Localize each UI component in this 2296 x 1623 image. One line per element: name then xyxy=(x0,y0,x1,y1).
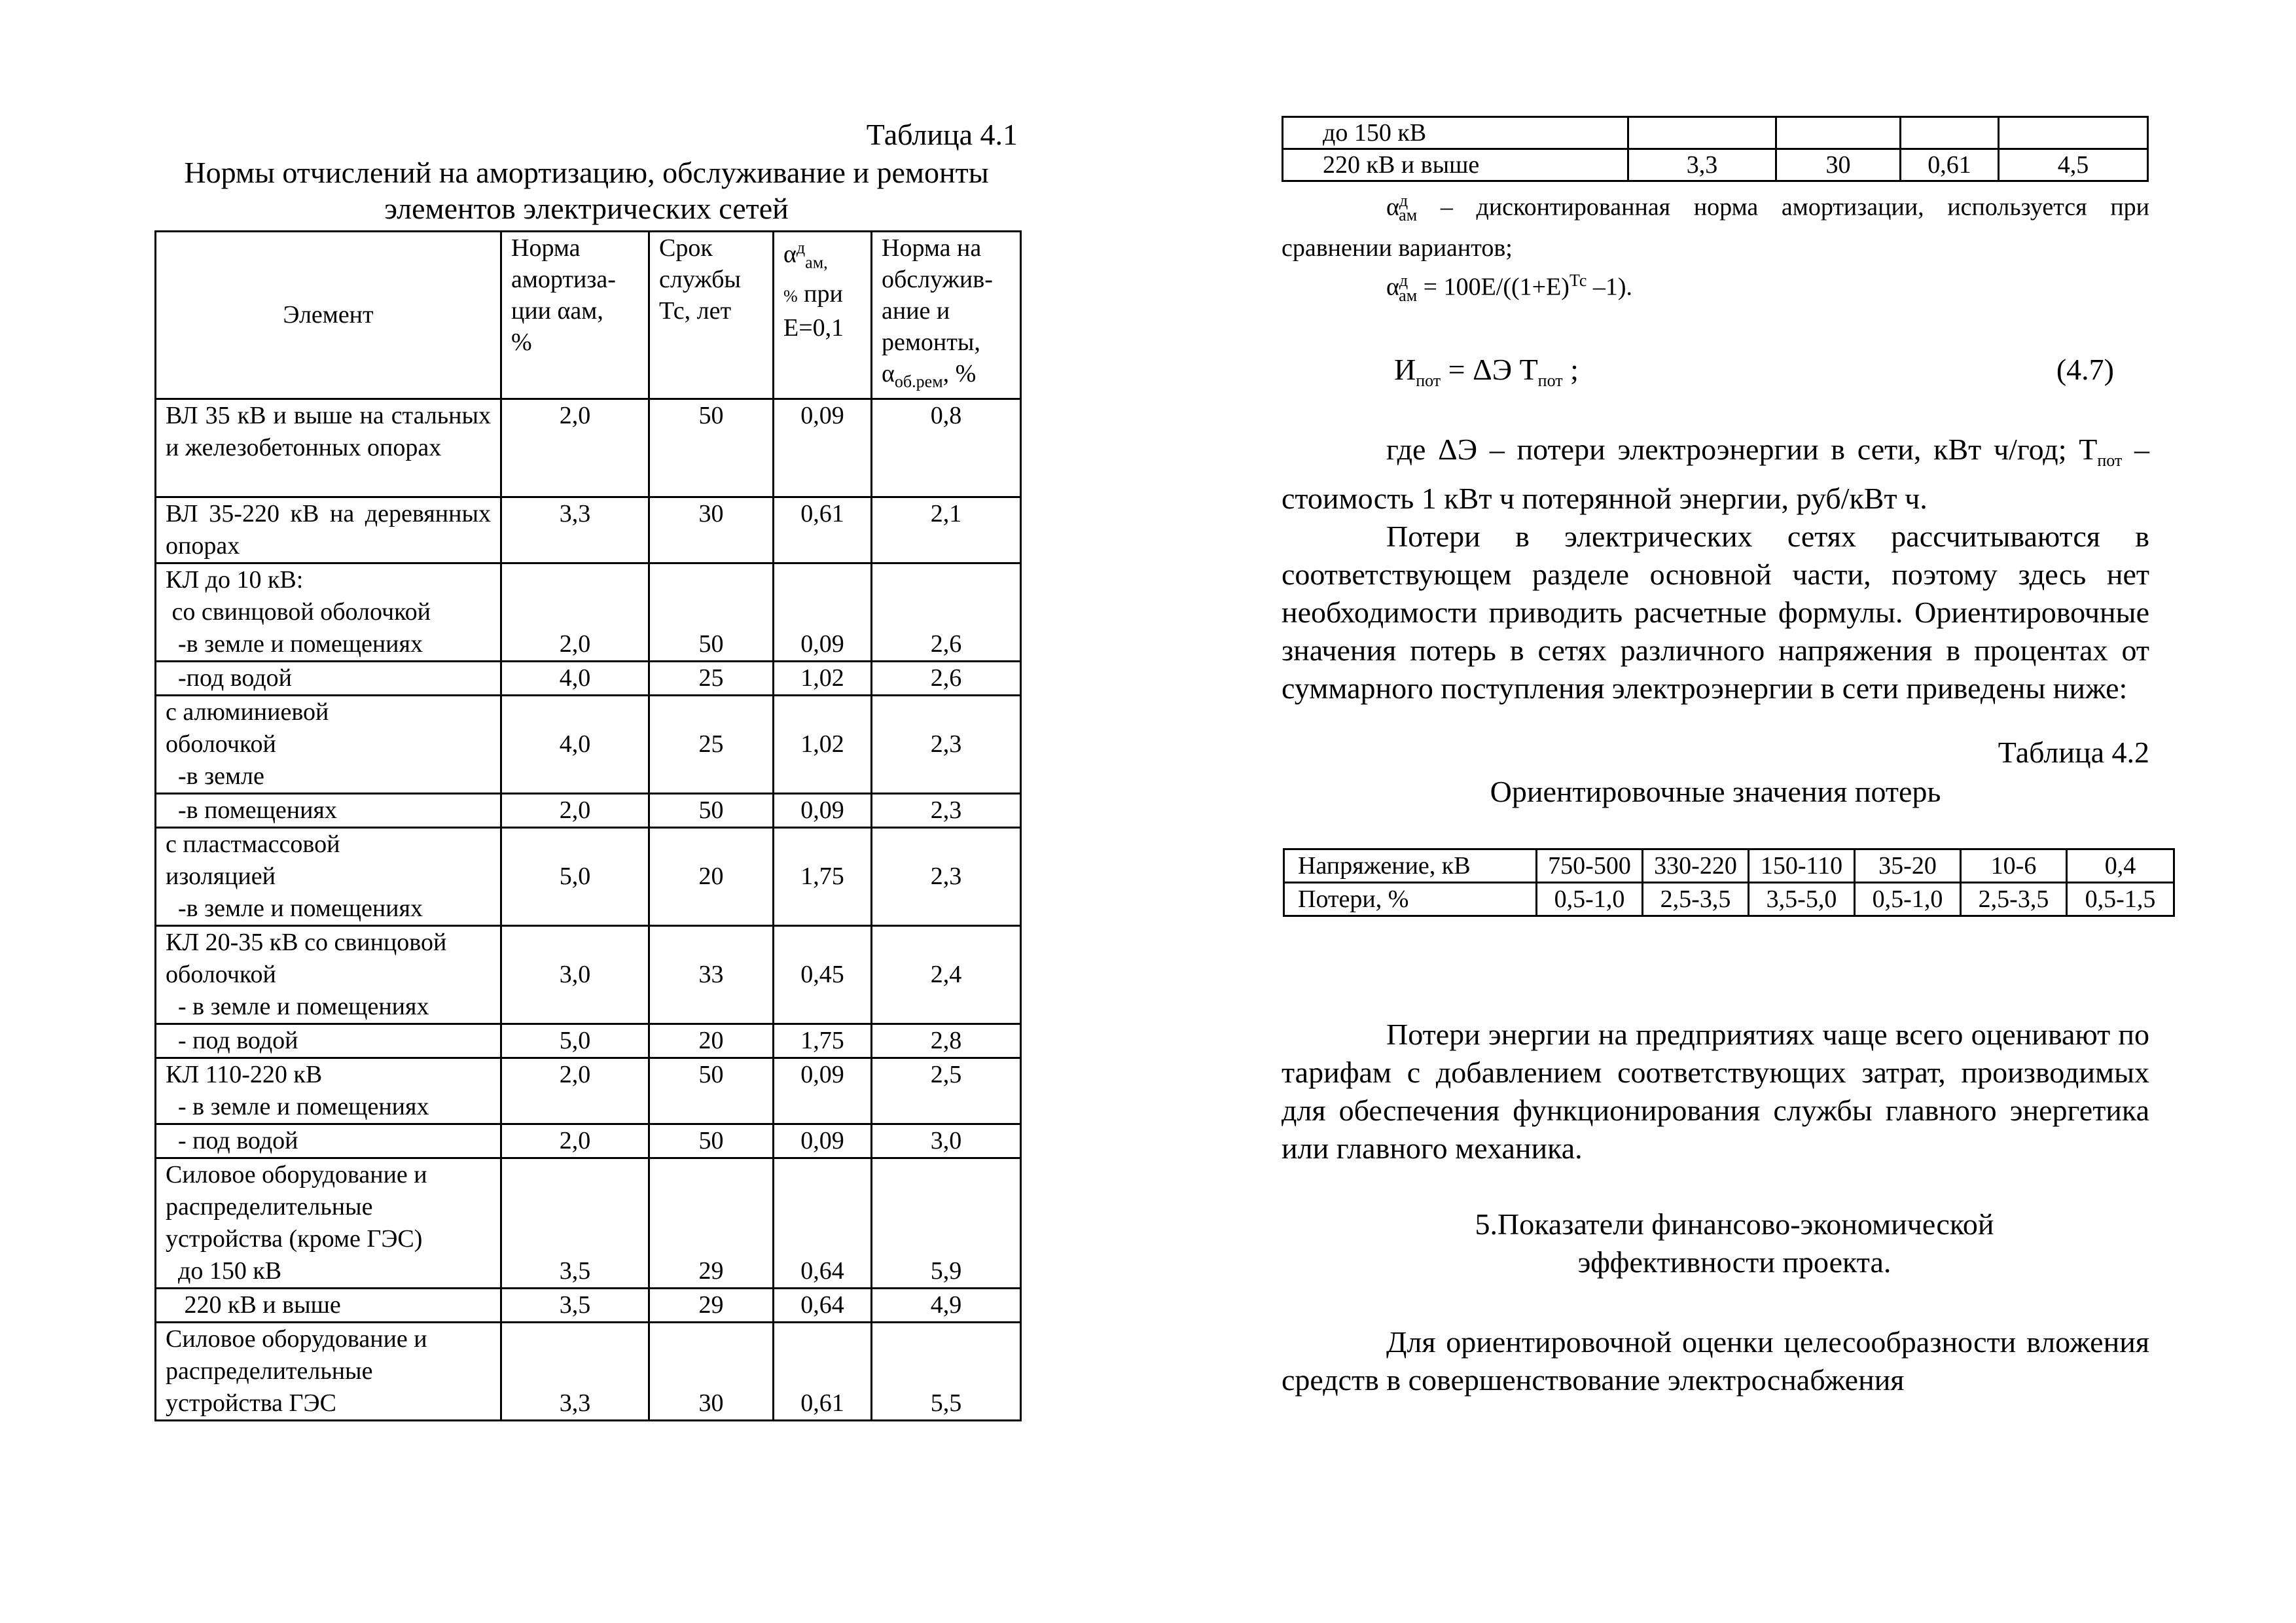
row-label: Силовое оборудование и распределительные устройства (кроме ГЭС) до 150 кВ xyxy=(156,1158,501,1288)
row-norm: 3,3 xyxy=(501,1322,649,1420)
row-life: 30 xyxy=(649,1322,774,1420)
table-4-1-continuation xyxy=(1282,116,2149,182)
table-4-2-title: Ориентировочные значения потерь xyxy=(1490,775,1941,808)
losses-cell: 0,5-1,0 xyxy=(1855,883,1961,916)
row-life: 50 xyxy=(649,399,774,497)
row-service: 2,6 xyxy=(872,661,1021,695)
row-disc: 0,61 xyxy=(1901,149,1999,181)
row-disc: 1,02 xyxy=(774,661,872,695)
row-disc: 1,75 xyxy=(774,1024,872,1058)
row-label: до 150 кВ xyxy=(1283,117,1628,149)
equation-4-7: $И_{пот} = \Delta Э$ $Т_{пот}$ ; (4.7) xyxy=(1394,353,2114,391)
discount-norm-note: $\alpha^д_{ам}$ – дисконтированная норма амортизации, используется при сравнении вариантов; $\alpha^д_{ам} = 100Е/((1+Е)^{Тс}$ –1). xyxy=(1282,191,2149,305)
row-label: с алюминиевой оболочкой -в земле xyxy=(156,695,501,793)
table-row xyxy=(156,827,1021,925)
row-norm: 4,0 xyxy=(501,695,649,793)
row-disc: 0,64 xyxy=(774,1288,872,1322)
table-row xyxy=(156,399,1021,497)
row-life: 25 xyxy=(649,661,774,695)
row-life: 50 xyxy=(649,793,774,827)
row-norm: 3,0 xyxy=(501,925,649,1024)
row-life: 29 xyxy=(649,1288,774,1322)
row-life: 20 xyxy=(649,1024,774,1058)
row-service: 2,4 xyxy=(872,925,1021,1024)
voltage-cell: 150-110 xyxy=(1749,849,1855,883)
table-row xyxy=(156,1058,1021,1124)
row-norm: 3,3 xyxy=(1628,149,1776,181)
row-label: КЛ до 10 кВ: со свинцовой оболочкой -в земле и помещениях xyxy=(156,563,501,661)
row-label: - под водой xyxy=(156,1124,501,1158)
row-service: 2,5 xyxy=(872,1058,1021,1124)
row-service: 2,3 xyxy=(872,827,1021,925)
voltage-cell: 330-220 xyxy=(1643,849,1749,883)
header-element: Элемент xyxy=(156,232,501,399)
row-disc: 0,09 xyxy=(774,399,872,497)
row-norm: 2,0 xyxy=(501,793,649,827)
table-4-1-caption: Таблица 4.1 xyxy=(866,118,1018,151)
row-label: - под водой xyxy=(156,1024,501,1058)
table-row xyxy=(1283,117,2148,149)
row-norm: 2,0 xyxy=(501,563,649,661)
table-row xyxy=(1283,149,2148,181)
row-label: ВЛ 35-220 кВ на деревянных опорах xyxy=(156,497,501,563)
row-life: 50 xyxy=(649,563,774,661)
row-label: -под водой xyxy=(156,661,501,695)
row-life: 25 xyxy=(649,695,774,793)
table-4-1-title: Нормы отчислений на амортизацию, обслуживание и ремонты элементов электрических сетей xyxy=(184,156,989,225)
row-norm: 2,0 xyxy=(501,399,649,497)
row-service: 5,5 xyxy=(872,1322,1021,1420)
table-row xyxy=(156,563,1021,661)
table-row xyxy=(156,1158,1021,1288)
body-text-section-5: Для ориентировочной оценки целесообразности вложения средств в совершенствование электроснабжения xyxy=(1282,1325,2149,1397)
row-norm: 2,0 xyxy=(501,1058,649,1124)
losses-cell: 0,5-1,0 xyxy=(1537,883,1643,916)
row-disc: 0,64 xyxy=(774,1158,872,1288)
losses-cell: 2,5-3,5 xyxy=(1643,883,1749,916)
row-norm: 3,5 xyxy=(501,1158,649,1288)
row-disc: 0,09 xyxy=(774,563,872,661)
row-service: 2,3 xyxy=(872,793,1021,827)
table-row xyxy=(156,661,1021,695)
row-life: 20 xyxy=(649,827,774,925)
table-4-2-caption: Таблица 4.2 xyxy=(1998,736,2149,769)
row-label: ВЛ 35 кВ и выше на стальных и железобетонных опорах xyxy=(156,399,501,497)
row-norm xyxy=(1628,117,1776,149)
row-disc: 1,75 xyxy=(774,827,872,925)
row-label: 220 кВ и выше xyxy=(1283,149,1628,181)
row-norm: 5,0 xyxy=(501,827,649,925)
table-row xyxy=(156,1124,1021,1158)
section-5-title: 5.Показатели финансово-экономической эффективности проекта. xyxy=(1475,1207,1994,1279)
row-label: КЛ 110-220 кВ - в земле и помещениях xyxy=(156,1058,501,1124)
row-life: 29 xyxy=(649,1158,774,1288)
voltage-cell: 35-20 xyxy=(1855,849,1961,883)
table-row xyxy=(156,497,1021,563)
row-label: -в помещениях xyxy=(156,793,501,827)
header-depreciation-norm: Норма амортизации αам, % xyxy=(501,232,649,399)
losses-header: Потери, % xyxy=(1284,883,1537,916)
row-service xyxy=(1999,117,2148,149)
row-service: 3,0 xyxy=(872,1124,1021,1158)
table-row xyxy=(156,793,1021,827)
body-text-losses: где ΔЭ – потери электроэнергии в сети, кВт ч/год; $Т_{пот}$ – стоимость 1 кВт ч потерянной энергии, руб/кВт ч. Потери в электрических сетях рассчитываются в соответствующем разделе основной части, поэтому здесь нет необходимости приводить расчетные формулы. Ориентировочные значения потерь в сетях различного напряжения в процентах от суммарного поступления электроэнергии в сети приведены ниже: xyxy=(1282,433,2150,705)
row-life: 30 xyxy=(1776,149,1901,181)
table-row xyxy=(156,1322,1021,1420)
row-label: Силовое оборудование и распределительные устройства ГЭС xyxy=(156,1322,501,1420)
depreciation-norms-table xyxy=(154,230,1022,1421)
voltage-cell: 750-500 xyxy=(1537,849,1643,883)
row-disc: 0,09 xyxy=(774,1124,872,1158)
row-service: 2,6 xyxy=(872,563,1021,661)
row-life: 50 xyxy=(649,1124,774,1158)
losses-cell: 0,5-1,5 xyxy=(2067,883,2174,916)
row-life: 50 xyxy=(649,1058,774,1124)
header-service-life: Срок службы Тс, лет xyxy=(649,232,774,399)
row-disc: 0,09 xyxy=(774,793,872,827)
row-label: с пластмассовой изоляцией -в земле и помещениях xyxy=(156,827,501,925)
equation-number: (4.7) xyxy=(2056,353,2114,386)
row-disc: 0,09 xyxy=(774,1058,872,1124)
table-row xyxy=(156,925,1021,1024)
body-text-enterprise-losses: Потери энергии на предприятиях чаще всего оценивают по тарифам с добавлением соответствующих затрат, производимых для обеспечения функционирования службы главного энергетика или главного механика. xyxy=(1282,1018,2149,1165)
row-norm: 3,3 xyxy=(501,497,649,563)
voltage-header: Напряжение, кВ xyxy=(1284,849,1537,883)
table-header-row xyxy=(156,232,1021,399)
row-disc: 0,61 xyxy=(774,497,872,563)
header-service-norm: Норма на обслуживание и ремонты, $\alpha_{об.рем}$, % xyxy=(872,232,1021,399)
table-row xyxy=(156,1024,1021,1058)
row-norm: 2,0 xyxy=(501,1124,649,1158)
row-disc: 1,02 xyxy=(774,695,872,793)
table-row xyxy=(1284,883,2174,916)
table-row xyxy=(156,695,1021,793)
row-norm: 3,5 xyxy=(501,1288,649,1322)
losses-cell: 3,5-5,0 xyxy=(1749,883,1855,916)
row-service: 2,8 xyxy=(872,1024,1021,1058)
row-norm: 4,0 xyxy=(501,661,649,695)
table-row xyxy=(1284,849,2174,883)
row-disc xyxy=(1901,117,1999,149)
row-service: 4,5 xyxy=(1999,149,2148,181)
row-norm: 5,0 xyxy=(501,1024,649,1058)
row-life: 30 xyxy=(649,497,774,563)
losses-cell: 2,5-3,5 xyxy=(1961,883,2067,916)
row-service: 4,9 xyxy=(872,1288,1021,1322)
row-label: 220 кВ и выше xyxy=(156,1288,501,1322)
row-service: 0,8 xyxy=(872,399,1021,497)
row-service: 5,9 xyxy=(872,1158,1021,1288)
row-label: КЛ 20-35 кВ со свинцовой оболочкой - в земле и помещениях xyxy=(156,925,501,1024)
row-disc: 0,45 xyxy=(774,925,872,1024)
row-life xyxy=(1776,117,1901,149)
loss-values-table xyxy=(1283,848,2175,917)
voltage-cell: 10-6 xyxy=(1961,849,2067,883)
row-life: 33 xyxy=(649,925,774,1024)
voltage-cell: 0,4 xyxy=(2067,849,2174,883)
table-row xyxy=(156,1288,1021,1322)
row-service: 2,1 xyxy=(872,497,1021,563)
header-discounted-norm: $\alpha^д_{ам,}$ % при Е=0,1 xyxy=(774,232,872,399)
row-disc: 0,61 xyxy=(774,1322,872,1420)
row-service: 2,3 xyxy=(872,695,1021,793)
